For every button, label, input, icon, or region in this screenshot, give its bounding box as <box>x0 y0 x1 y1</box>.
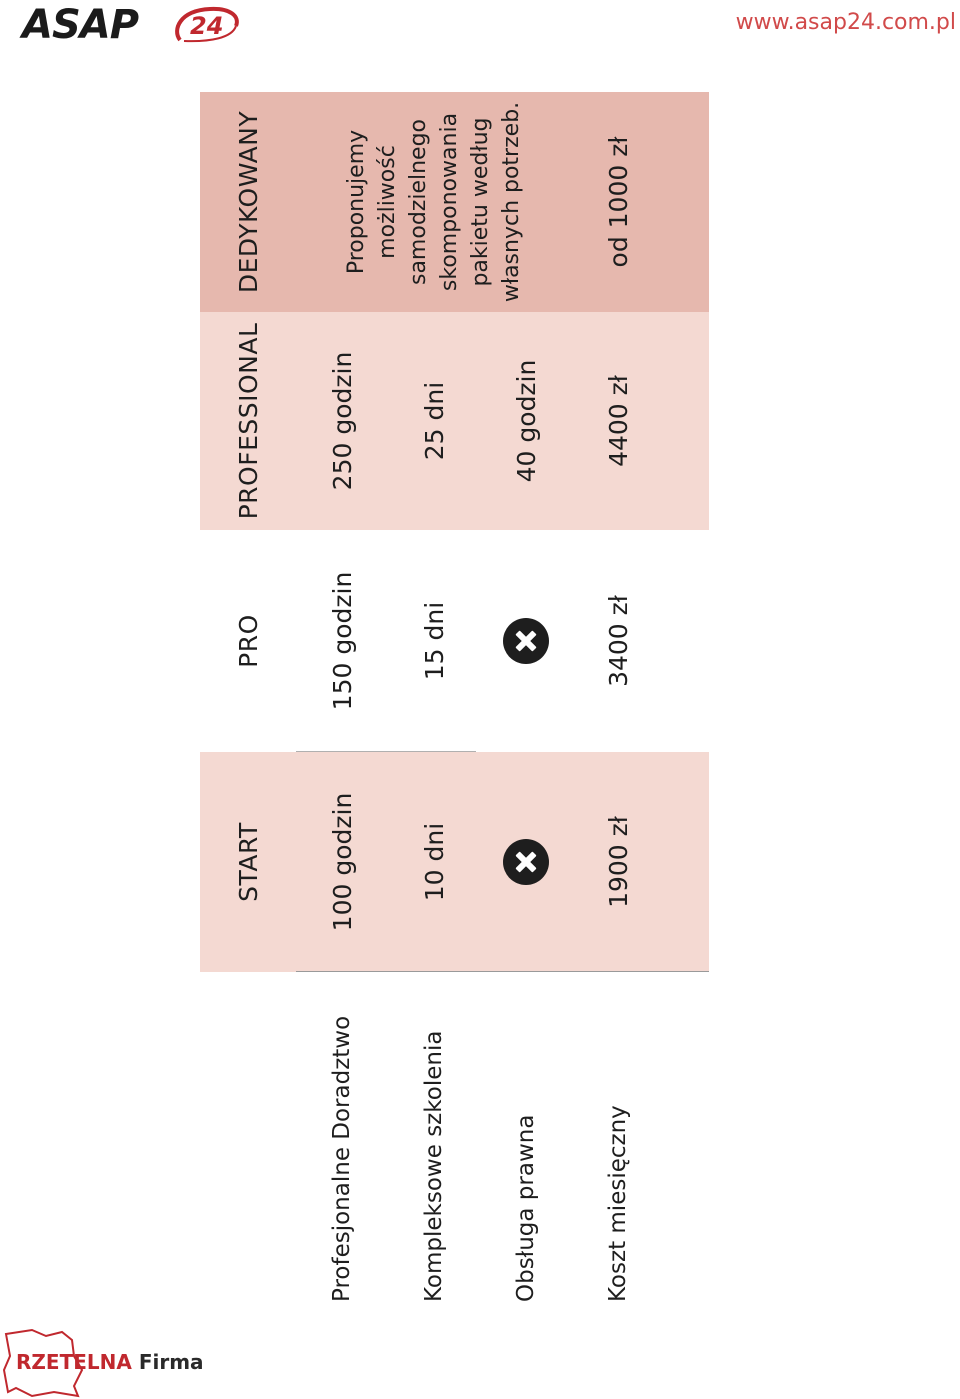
row-label-consulting <box>296 972 388 1302</box>
cell-professional-price <box>572 312 664 530</box>
description-line: Proponujemy <box>344 129 369 275</box>
description-line: skomponowania <box>437 112 462 292</box>
plan-name: DEDYKOWANY <box>233 110 263 294</box>
row-label-legal <box>480 972 572 1302</box>
plan-name: PRO <box>233 614 263 668</box>
badge-dark-text: Firma <box>138 1350 204 1374</box>
plan-header-start <box>200 752 296 972</box>
logo-badge <box>170 6 242 44</box>
asap24-logo <box>22 2 242 48</box>
cell-start-price <box>572 752 664 972</box>
cell-pro-legal <box>480 530 572 752</box>
cell-start-training <box>388 752 480 972</box>
cell-value: od 1000 zł <box>603 136 633 268</box>
rzetelna-firma-badge <box>2 1326 204 1398</box>
row-label-text: Kompleksowe szkolenia <box>421 1030 447 1302</box>
cell-pro-training <box>388 530 480 752</box>
row-label-monthly-cost <box>572 972 664 1302</box>
description-line: pakietu według <box>468 117 493 287</box>
pricing-table <box>200 92 709 1302</box>
cell-dedicated-description <box>296 92 572 312</box>
plan-header-dedicated <box>200 92 296 312</box>
cell-dedicated-price <box>572 92 664 312</box>
cell-start-consulting <box>296 752 388 972</box>
cell-professional-legal <box>480 312 572 530</box>
cell-value: 10 dni <box>419 822 449 902</box>
logo-number: 24 <box>190 12 224 40</box>
cell-value: 40 godzin <box>511 359 541 483</box>
plan-header-professional <box>200 312 296 530</box>
cell-professional-training <box>388 312 480 530</box>
description-line: własnych potrzeb. <box>499 101 524 303</box>
logo-text: ASAP <box>22 2 139 48</box>
cell-professional-consulting <box>296 312 388 530</box>
cell-value: 250 godzin <box>327 351 357 491</box>
cell-value: 150 godzin <box>327 571 357 711</box>
row-label-text: Obsługa prawna <box>513 1114 539 1302</box>
x-icon <box>503 618 549 664</box>
cell-value: 3400 zł <box>603 595 633 687</box>
plan-name: PROFESSIONAL <box>233 322 263 520</box>
row-label-text: Profesjonalne Doradztwo <box>329 1015 355 1302</box>
cell-value: 25 dni <box>419 381 449 461</box>
cell-pro-consulting <box>296 530 388 752</box>
row-label-training <box>388 972 480 1302</box>
cell-pro-price <box>572 530 664 752</box>
description-line: możliwość <box>375 145 400 259</box>
cell-start-legal <box>480 752 572 972</box>
website-url[interactable]: www.asap24.com.pl <box>735 10 956 35</box>
row-label-text: Koszt miesięczny <box>605 1105 631 1302</box>
description-line: samodzielnego <box>406 119 431 286</box>
cell-value: 4400 zł <box>603 375 633 467</box>
x-icon <box>503 839 549 885</box>
cell-value: 100 godzin <box>327 792 357 932</box>
badge-red-text: RZETELNA <box>16 1350 132 1374</box>
plan-header-pro <box>200 530 296 752</box>
cell-value: 15 dni <box>419 601 449 681</box>
cell-value: 1900 zł <box>603 816 633 908</box>
plan-name: START <box>233 822 263 902</box>
badge-text <box>16 1350 204 1374</box>
